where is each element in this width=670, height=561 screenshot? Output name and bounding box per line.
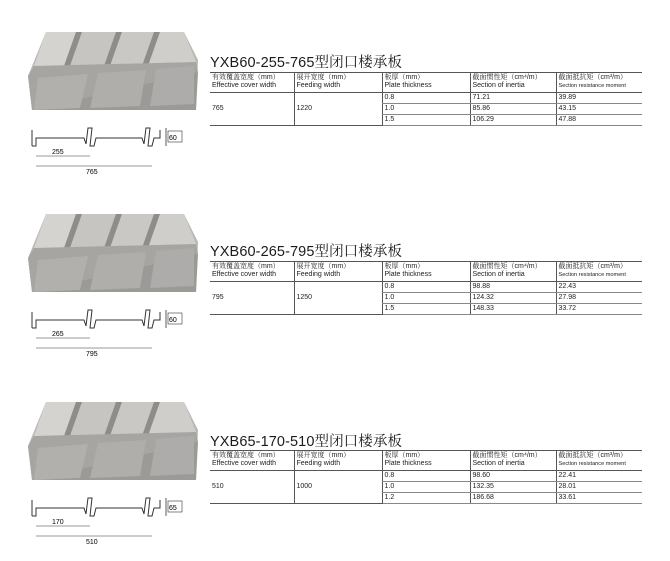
resistance-cell: 28.01 — [556, 482, 642, 493]
deck-photo — [28, 196, 198, 296]
table-header-row — [210, 451, 642, 471]
resistance-cell: 43.15 — [556, 104, 642, 115]
inertia-cell: 85.86 — [470, 104, 556, 115]
header-thickness-cn: 板厚（mm） — [384, 452, 425, 459]
header-thickness-en: Plate thickness — [384, 271, 432, 278]
profile-total: 765 — [86, 169, 98, 176]
profile-drawing — [28, 126, 206, 186]
table-row — [210, 282, 642, 293]
profile-drawing — [28, 496, 206, 556]
profile-drawing — [28, 308, 206, 368]
spec-table — [210, 72, 642, 126]
header-inertia-en: Section of inertia — [472, 271, 525, 278]
header-thickness-en: Plate thickness — [384, 82, 432, 89]
thickness-cell: 1.5 — [382, 304, 470, 315]
profile-pitch: 265 — [52, 331, 64, 338]
deck-photo — [28, 14, 198, 114]
profile-height: 65 — [169, 505, 177, 512]
thickness-cell: 1.0 — [382, 104, 470, 115]
effective-width-value: 795 — [210, 282, 294, 315]
product-section-2 — [0, 196, 670, 366]
header-resistance-en: Section resistance moment — [558, 83, 626, 89]
header-resistance-cn: 截面抵抗矩（cm³/m） — [558, 263, 627, 270]
thickness-cell: 1.2 — [382, 493, 470, 504]
header-inertia-en: Section of inertia — [472, 460, 525, 467]
header-inertia-cn: 截面惯性矩（cm⁴/m） — [472, 74, 542, 81]
inertia-cell: 124.32 — [470, 293, 556, 304]
spec-table — [210, 450, 642, 504]
header-effective-en: Effective cover width — [212, 271, 277, 278]
thickness-cell: 0.8 — [382, 93, 470, 104]
resistance-cell: 33.72 — [556, 304, 642, 315]
table-header-row — [210, 262, 642, 282]
resistance-cell: 39.89 — [556, 93, 642, 104]
effective-width-value: 510 — [210, 471, 294, 504]
feeding-width-value: 1220 — [294, 93, 382, 126]
resistance-cell: 22.43 — [556, 282, 642, 293]
header-feeding-en: Feeding width — [296, 460, 341, 467]
header-inertia-cn: 截面惯性矩（cm⁴/m） — [472, 452, 542, 459]
thickness-cell: 1.5 — [382, 115, 470, 126]
table-row — [210, 471, 642, 482]
profile-height: 60 — [169, 135, 177, 142]
resistance-cell: 33.61 — [556, 493, 642, 504]
header-feeding-cn: 展开宽度（mm） — [296, 263, 351, 270]
product-section-1 — [0, 14, 670, 184]
header-effective-cn: 有效覆盖宽度（mm） — [212, 452, 280, 459]
profile-pitch: 170 — [52, 519, 64, 526]
header-feeding-cn: 展开宽度（mm） — [296, 452, 351, 459]
deck-photo — [28, 384, 198, 484]
header-effective-cn: 有效覆盖宽度（mm） — [212, 263, 280, 270]
feeding-width-value: 1250 — [294, 282, 382, 315]
table-header-row — [210, 73, 642, 93]
inertia-cell: 186.68 — [470, 493, 556, 504]
header-thickness-cn: 板厚（mm） — [384, 74, 425, 81]
header-resistance-en: Section resistance moment — [558, 461, 626, 467]
thickness-cell: 1.0 — [382, 482, 470, 493]
thickness-cell: 0.8 — [382, 471, 470, 482]
product-title: YXB60-265-795型闭口楼承板 — [210, 244, 403, 260]
header-effective-en: Effective cover width — [212, 460, 277, 467]
inertia-cell: 71.21 — [470, 93, 556, 104]
profile-total: 795 — [86, 351, 98, 358]
profile-height: 60 — [169, 317, 177, 324]
product-title: YXB60-255-765型闭口楼承板 — [210, 55, 403, 71]
profile-total: 510 — [86, 539, 98, 546]
resistance-cell: 22.41 — [556, 471, 642, 482]
resistance-cell: 27.98 — [556, 293, 642, 304]
header-thickness-en: Plate thickness — [384, 460, 432, 467]
header-effective-cn: 有效覆盖宽度（mm） — [212, 74, 280, 81]
profile-pitch: 255 — [52, 149, 64, 156]
header-thickness-cn: 板厚（mm） — [384, 263, 425, 270]
table-row — [210, 93, 642, 104]
product-title: YXB65-170-510型闭口楼承板 — [210, 434, 403, 450]
spec-table — [210, 261, 642, 315]
header-feeding-en: Feeding width — [296, 82, 341, 89]
header-inertia-en: Section of inertia — [472, 82, 525, 89]
product-section-3 — [0, 384, 670, 554]
thickness-cell: 0.8 — [382, 282, 470, 293]
inertia-cell: 148.33 — [470, 304, 556, 315]
feeding-width-value: 1000 — [294, 471, 382, 504]
header-inertia-cn: 截面惯性矩（cm⁴/m） — [472, 263, 542, 270]
inertia-cell: 98.88 — [470, 282, 556, 293]
header-resistance-en: Section resistance moment — [558, 272, 626, 278]
resistance-cell: 47.88 — [556, 115, 642, 126]
header-effective-en: Effective cover width — [212, 82, 277, 89]
inertia-cell: 98.60 — [470, 471, 556, 482]
header-resistance-cn: 截面抵抗矩（cm³/m） — [558, 74, 627, 81]
header-feeding-en: Feeding width — [296, 271, 341, 278]
inertia-cell: 132.35 — [470, 482, 556, 493]
thickness-cell: 1.0 — [382, 293, 470, 304]
effective-width-value: 765 — [210, 93, 294, 126]
inertia-cell: 106.29 — [470, 115, 556, 126]
header-resistance-cn: 截面抵抗矩（cm³/m） — [558, 452, 627, 459]
header-feeding-cn: 展开宽度（mm） — [296, 74, 351, 81]
